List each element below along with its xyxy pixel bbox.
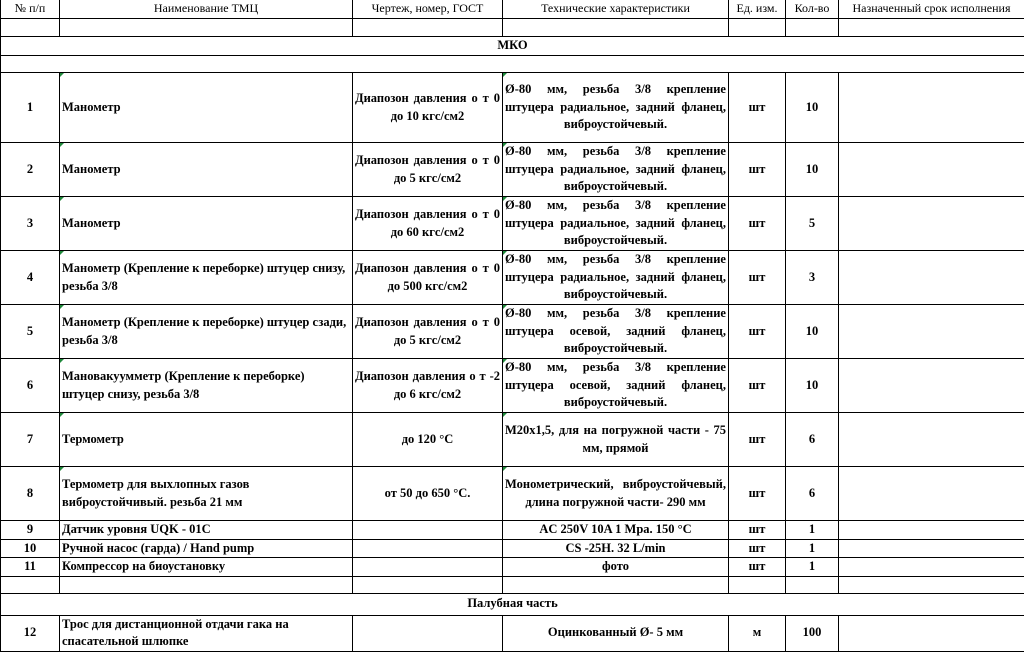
row-num: 5 [1,305,60,359]
row-term [839,359,1024,413]
row-specs: CS -25H. 32 L/min [503,539,729,558]
header-name: Наименование ТМЦ [60,0,353,19]
row-num: 11 [1,558,60,577]
row-name: Манометр [60,197,353,251]
table-row [1,143,1024,197]
row-drawing: от 50 до 650 °С. [353,467,503,521]
header-term: Назначенный срок исполнения [839,0,1024,19]
header-drawing: Чертеж, номер, ГОСТ [353,0,503,19]
row-drawing: Диапозон давления о т 0 до 5 кгс/см2 [353,305,503,359]
row-qty: 5 [786,197,839,251]
row-term [839,197,1024,251]
row-num: 10 [1,539,60,558]
row-term [839,143,1024,197]
row-unit: шт [729,197,786,251]
section-row-deck [1,593,1024,615]
table-row [1,558,1024,577]
row-specs: Ø-80 мм, резьба 3/8 крепление штуцера радиальное, задний фланец, виброустойчевый. [503,143,729,197]
section-title-deck: Палубная часть [1,593,1024,615]
section-row-mko [1,37,1024,56]
row-num: 12 [1,615,60,651]
row-num: 7 [1,413,60,467]
header-specs: Технические характеристики [503,0,729,19]
row-name: Мановакуумметр (Крепление к переборке) штуцер снизу, резьба 3/8 [60,359,353,413]
row-specs: М20х1,5, для на погружной части - 75 мм, прямой [503,413,729,467]
row-specs: Ø-80 мм, резьба 3/8 крепление штуцера радиальное, задний фланец, виброустойчевый. [503,197,729,251]
row-name: Манометр [60,73,353,143]
row-unit: шт [729,539,786,558]
row-term [839,521,1024,540]
row-drawing: Диапозон давления о т 0 до 60 кгс/см2 [353,197,503,251]
table-row [1,521,1024,540]
row-qty: 3 [786,251,839,305]
row-term [839,467,1024,521]
row-specs: фото [503,558,729,577]
row-unit: м [729,615,786,651]
row-unit: шт [729,305,786,359]
row-qty: 100 [786,615,839,651]
row-specs: Ø-80 мм, резьба 3/8 крепление штуцера осевой, задний фланец, виброустойчевый. [503,305,729,359]
row-drawing [353,615,503,651]
row-name: Манометр (Крепление к переборке) штуцер сзади, резьба 3/8 [60,305,353,359]
row-num: 9 [1,521,60,540]
row-num: 4 [1,251,60,305]
row-term [839,413,1024,467]
row-specs: AC 250V 10A 1 Mpa. 150 °C [503,521,729,540]
row-drawing [353,539,503,558]
row-unit: шт [729,413,786,467]
spacer-row [1,56,1024,73]
row-name: Компрессор на биоустановку [60,558,353,577]
row-qty: 10 [786,305,839,359]
row-qty: 1 [786,539,839,558]
row-drawing [353,558,503,577]
spacer-row [1,576,1024,593]
row-drawing: до 120 °С [353,413,503,467]
row-unit: шт [729,143,786,197]
table-row [1,539,1024,558]
row-qty: 10 [786,359,839,413]
row-num: 6 [1,359,60,413]
row-name: Термометр [60,413,353,467]
row-unit: шт [729,558,786,577]
row-name: Манометр (Крепление к переборке) штуцер снизу, резьба 3/8 [60,251,353,305]
row-qty: 10 [786,73,839,143]
table-row [1,467,1024,521]
table-row [1,73,1024,143]
row-qty: 1 [786,521,839,540]
row-drawing [353,521,503,540]
row-name: Ручной насос (гарда) / Hand pump [60,539,353,558]
table-row [1,615,1024,651]
row-num: 1 [1,73,60,143]
table-row [1,413,1024,467]
row-name: Манометр [60,143,353,197]
row-specs: Оцинкованный Ø- 5 мм [503,615,729,651]
row-specs: Ø-80 мм, резьба 3/8 крепление штуцера радиальное, задний фланец, виброустойчевый. [503,73,729,143]
row-unit: шт [729,73,786,143]
row-term [839,539,1024,558]
table-row [1,305,1024,359]
spacer-row [1,19,1024,37]
row-term [839,251,1024,305]
header-row [1,0,1024,19]
row-qty: 6 [786,467,839,521]
row-num: 8 [1,467,60,521]
row-term [839,73,1024,143]
row-name: Термометр для выхлопных газов виброустойчивый. резьба 21 мм [60,467,353,521]
row-name: Трос для дистанционной отдачи гака на спасательной шлюпке [60,615,353,651]
row-term [839,615,1024,651]
row-drawing: Диапозон давления о т 0 до 5 кгс/см2 [353,143,503,197]
row-drawing: Диапозон давления о т 0 до 500 кгс/см2 [353,251,503,305]
row-unit: шт [729,359,786,413]
section-title-mko: МКО [1,37,1024,56]
row-specs: Ø-80 мм, резьба 3/8 крепление штуцера радиальное, задний фланец, виброустойчевый. [503,251,729,305]
row-drawing: Диапозон давления о т 0 до 10 кгс/см2 [353,73,503,143]
row-num: 2 [1,143,60,197]
row-name: Датчик уровня UQK - 01C [60,521,353,540]
table-row [1,197,1024,251]
header-qty: Кол-во [786,0,839,19]
row-unit: шт [729,251,786,305]
row-term [839,305,1024,359]
header-num: № п/п [1,0,60,19]
table-row [1,359,1024,413]
header-unit: Ед. изм. [729,0,786,19]
table-row [1,251,1024,305]
row-qty: 6 [786,413,839,467]
row-specs: Ø-80 мм, резьба 3/8 крепление штуцера осевой, задний фланец, виброустойчевый. [503,359,729,413]
row-qty: 1 [786,558,839,577]
row-qty: 10 [786,143,839,197]
row-specs: Монометрический, виброустойчевый, длина погружной части- 290 мм [503,467,729,521]
row-term [839,558,1024,577]
row-num: 3 [1,197,60,251]
row-drawing: Диапозон давления о т -2 до 6 кгс/см2 [353,359,503,413]
row-unit: шт [729,467,786,521]
row-unit: шт [729,521,786,540]
